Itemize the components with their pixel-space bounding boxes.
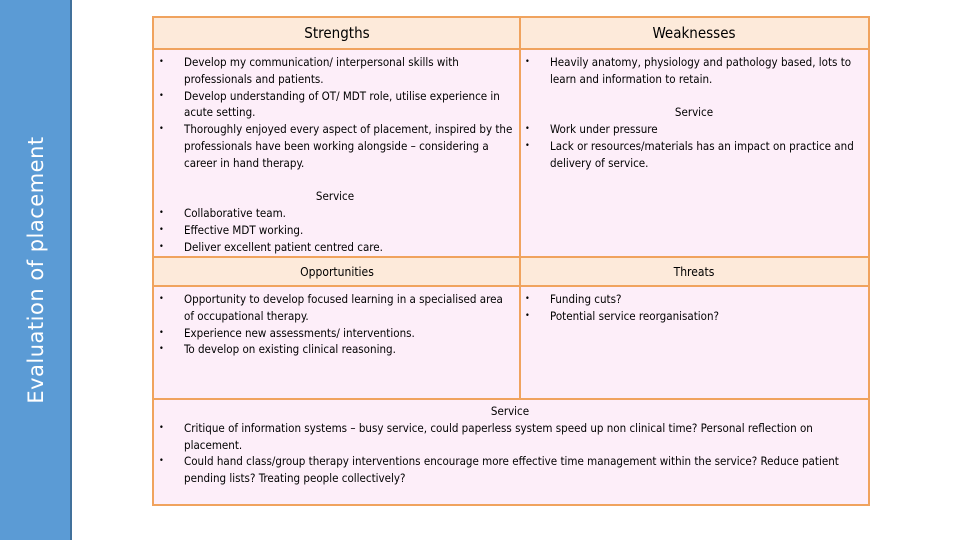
weaknesses-content xyxy=(522,54,866,172)
service-bottom-item: • Could hand class/group therapy interventions encourage more effective time management within the service? Reduce patient pending lists? Treating people collectively? xyxy=(156,453,864,487)
side-title: Evaluation of placement xyxy=(24,136,48,404)
threats-content xyxy=(522,291,866,325)
strengths-content xyxy=(156,54,514,256)
strengths-service-heading: Service xyxy=(315,189,355,204)
strength-service-item: • Deliver excellent patient centred care. xyxy=(156,239,514,256)
service-bottom-content xyxy=(156,403,864,487)
threat-item: • Funding cuts? xyxy=(522,291,866,308)
row-divider xyxy=(154,398,868,400)
strength-service-item: • Collaborative team. xyxy=(156,205,514,222)
side-bar xyxy=(0,0,72,540)
column-divider xyxy=(519,18,521,399)
strength-service-item: • Effective MDT working. xyxy=(156,222,514,239)
strength-item: • Develop my communication/ interpersonal skills with professionals and patients. xyxy=(156,54,514,88)
opportunities-content xyxy=(156,291,514,358)
opportunity-item: • Opportunity to develop focused learning in a specialised area of occupational therapy. xyxy=(156,291,514,325)
weaknesses-header: Weaknesses xyxy=(520,18,868,50)
weaknesses-service-heading: Service xyxy=(674,105,714,120)
strengths-header: Strengths xyxy=(154,18,520,50)
opportunities-header: Opportunities xyxy=(154,256,520,287)
service-bottom-heading: Service xyxy=(490,404,530,418)
threat-item: • Potential service reorganisation? xyxy=(522,308,866,325)
weakness-service-item: • Work under pressure xyxy=(522,121,866,138)
service-bottom-item: • Critique of information systems – busy service, could paperless system speed up non clinical time? Personal reflection on placement. xyxy=(156,420,864,454)
swot-table xyxy=(152,16,870,506)
threats-header: Threats xyxy=(520,256,868,287)
opportunity-item: • Experience new assessments/ interventions. xyxy=(156,325,514,342)
opportunity-item: • To develop on existing clinical reasoning. xyxy=(156,341,514,358)
weakness-item: • Heavily anatomy, physiology and pathology based, lots to learn and information to retain. xyxy=(522,54,866,88)
strength-item: • Thoroughly enjoyed every aspect of placement, inspired by the professionals have been working alongside – considering a career in hand therapy. xyxy=(156,121,514,171)
strength-item: • Develop understanding of OT/ MDT role, utilise experience in acute setting. xyxy=(156,88,514,122)
weakness-service-item: • Lack or resources/materials has an impact on practice and delivery of service. xyxy=(522,138,866,172)
